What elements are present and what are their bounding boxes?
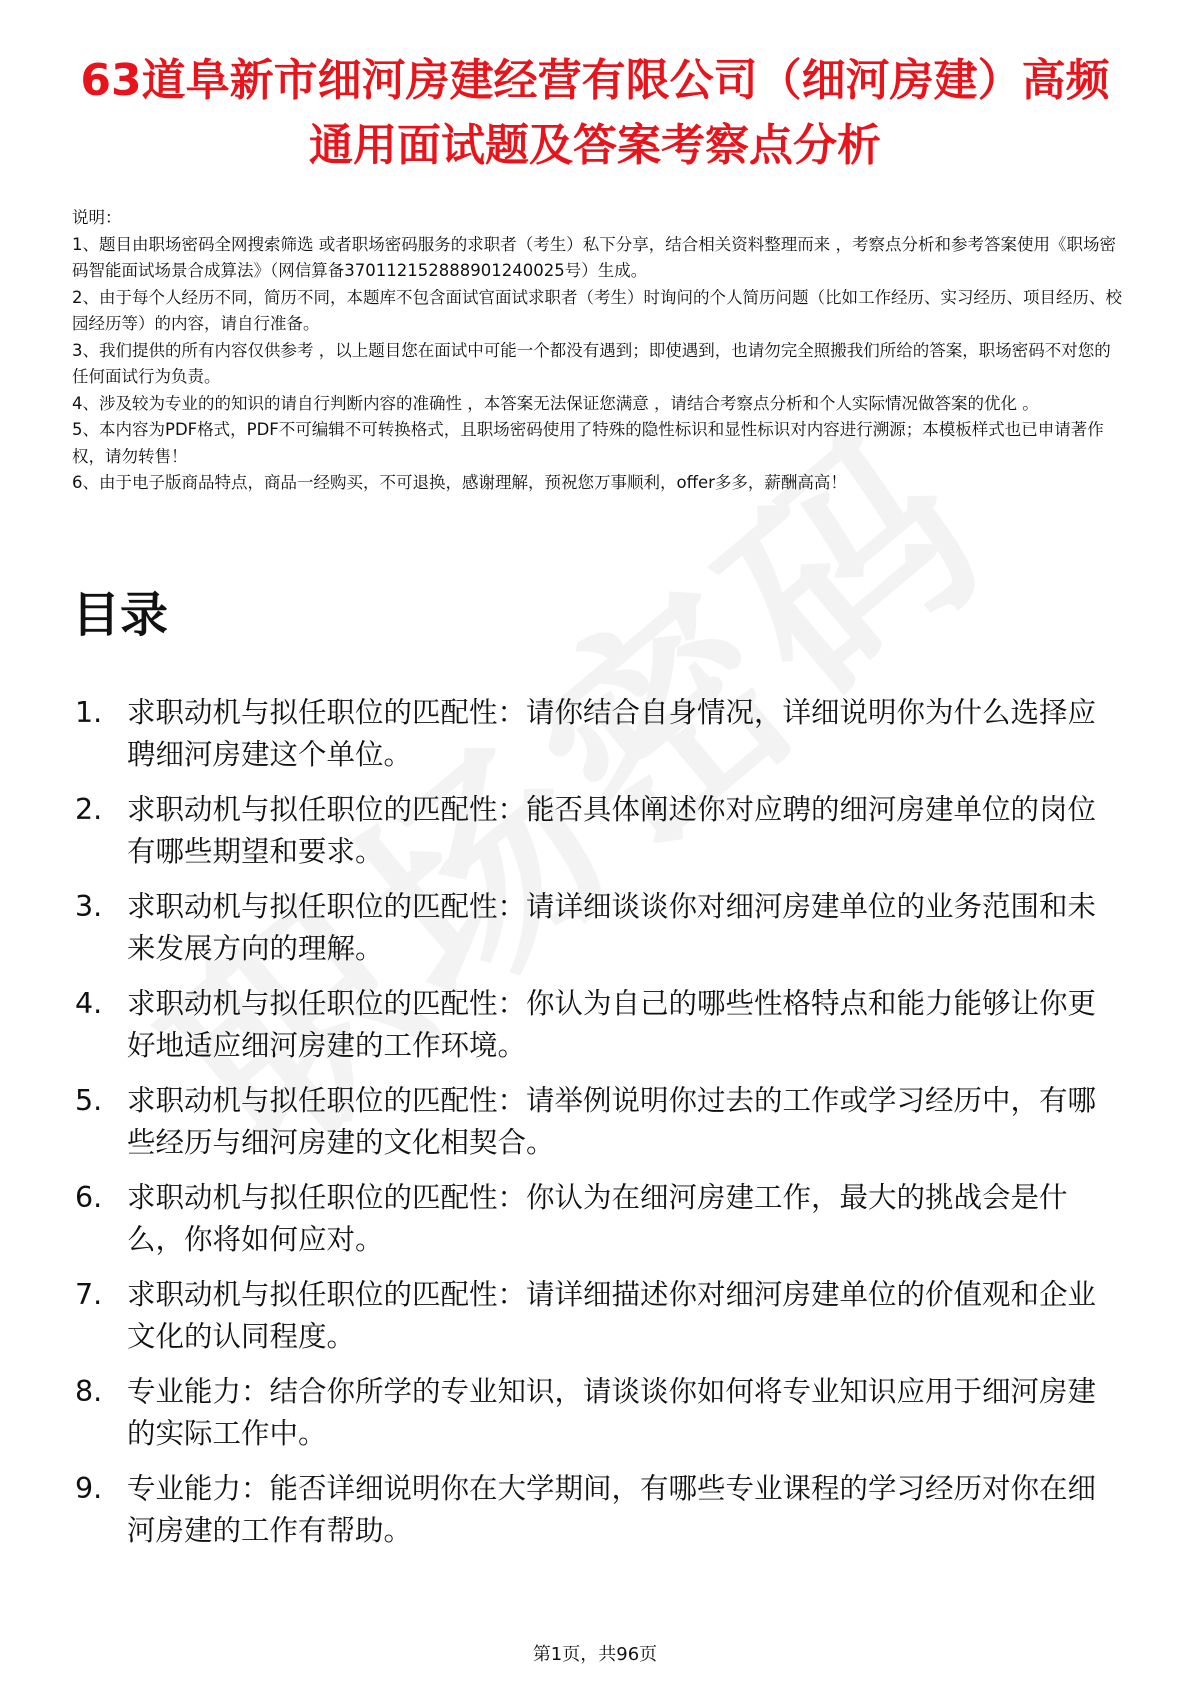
- note-item: 3、我们提供的所有内容仅供参考 ，以上题目您在面试中可能一个都没有遇到；即使遇到，也请勿完全照搬我们所给的答案，职场密码不对您的任何面试行为负责。: [72, 340, 1111, 386]
- notes-heading: 说明：: [72, 208, 122, 227]
- toc-item[interactable]: [72, 1468, 1122, 1552]
- toc-item-number: 8.: [75, 1375, 103, 1408]
- toc-item-number: 5.: [75, 1084, 103, 1117]
- toc-item-number: 3.: [75, 890, 103, 923]
- toc-item-text: 求职动机与拟任职位的匹配性：请详细谈谈你对细河房建单位的业务范围和未来发展方向的理解。: [127, 890, 1097, 965]
- toc-item-number: 6.: [75, 1181, 103, 1214]
- toc-item[interactable]: [72, 789, 1122, 873]
- toc-item-text: 求职动机与拟任职位的匹配性：你认为在细河房建工作，最大的挑战会是什么，你将如何应对。: [127, 1181, 1068, 1256]
- toc-item-number: 4.: [75, 987, 103, 1020]
- toc-item[interactable]: [72, 1371, 1122, 1455]
- note-item: 5、本内容为PDF格式，PDF不可编辑不可转换格式，且职场密码使用了特殊的隐性标识和显性标识对内容进行溯源；本模板样式也已申请著作权，请勿转售！: [72, 420, 1104, 466]
- page-footer: 第1页，共96页: [532, 1644, 658, 1665]
- toc-list: [72, 692, 1122, 1565]
- toc-heading: 目录: [72, 587, 169, 643]
- toc-item[interactable]: [72, 1274, 1122, 1358]
- toc-item-text: 求职动机与拟任职位的匹配性：请你结合自身情况，详细说明你为什么选择应聘细河房建这个单位。: [127, 696, 1097, 771]
- page-title: 63道阜新市细河房建经营有限公司（细河房建）高频通用面试题及答案考察点分析: [80, 55, 1110, 171]
- toc-item-text: 求职动机与拟任职位的匹配性：你认为自己的哪些性格特点和能力能够让你更好地适应细河房建的工作环境。: [127, 987, 1097, 1062]
- toc-item-number: 9.: [75, 1472, 103, 1505]
- toc-item-text: 专业能力：能否详细说明你在大学期间，有哪些专业课程的学习经历对你在细河房建的工作有帮助。: [127, 1472, 1097, 1547]
- toc-item-number: 2.: [75, 793, 103, 826]
- toc-item[interactable]: [72, 1080, 1122, 1164]
- toc-item-text: 求职动机与拟任职位的匹配性：请详细描述你对细河房建单位的价值观和企业文化的认同程度。: [127, 1278, 1097, 1353]
- note-item: 4、涉及较为专业的的知识的请自行判断内容的准确性 ，本答案无法保证您满意 ，请结合考察点分析和个人实际情况做答案的优化 。: [72, 393, 1039, 413]
- toc-item-number: 1.: [75, 696, 103, 729]
- note-item: 2、由于每个人经历不同，简历不同，本题库不包含面试官面试求职者（考生）时询问的个人简历问题（比如工作经历、实习经历、项目经历、校园经历等）的内容，请自行准备。: [72, 287, 1122, 333]
- toc-item[interactable]: [72, 886, 1122, 970]
- toc-item-number: 7.: [75, 1278, 103, 1311]
- notes-section: [72, 205, 1122, 497]
- toc-item-text: 求职动机与拟任职位的匹配性：能否具体阐述你对应聘的细河房建单位的岗位有哪些期望和要求。: [127, 793, 1097, 868]
- toc-item[interactable]: [72, 983, 1122, 1067]
- toc-item-text: 专业能力：结合你所学的专业知识，请谈谈你如何将专业知识应用于细河房建的实际工作中。: [127, 1375, 1097, 1450]
- toc-item[interactable]: [72, 692, 1122, 776]
- toc-item[interactable]: [72, 1177, 1122, 1261]
- toc-item-text: 求职动机与拟任职位的匹配性：请举例说明你过去的工作或学习经历中，有哪些经历与细河房建的文化相契合。: [127, 1084, 1097, 1159]
- note-item: 1、题目由职场密码全网搜索筛选 或者职场密码服务的求职者（考生）私下分享，结合相关资料整理而来 ，考察点分析和参考答案使用《职场密码智能面试场景合成算法》（网信算备370112152888901240025号）生成。: [72, 234, 1116, 280]
- note-item: 6、由于电子版商品特点，商品一经购买，不可退换，感谢理解，预祝您万事顺利，offer多多，薪酬高高！: [72, 473, 847, 492]
